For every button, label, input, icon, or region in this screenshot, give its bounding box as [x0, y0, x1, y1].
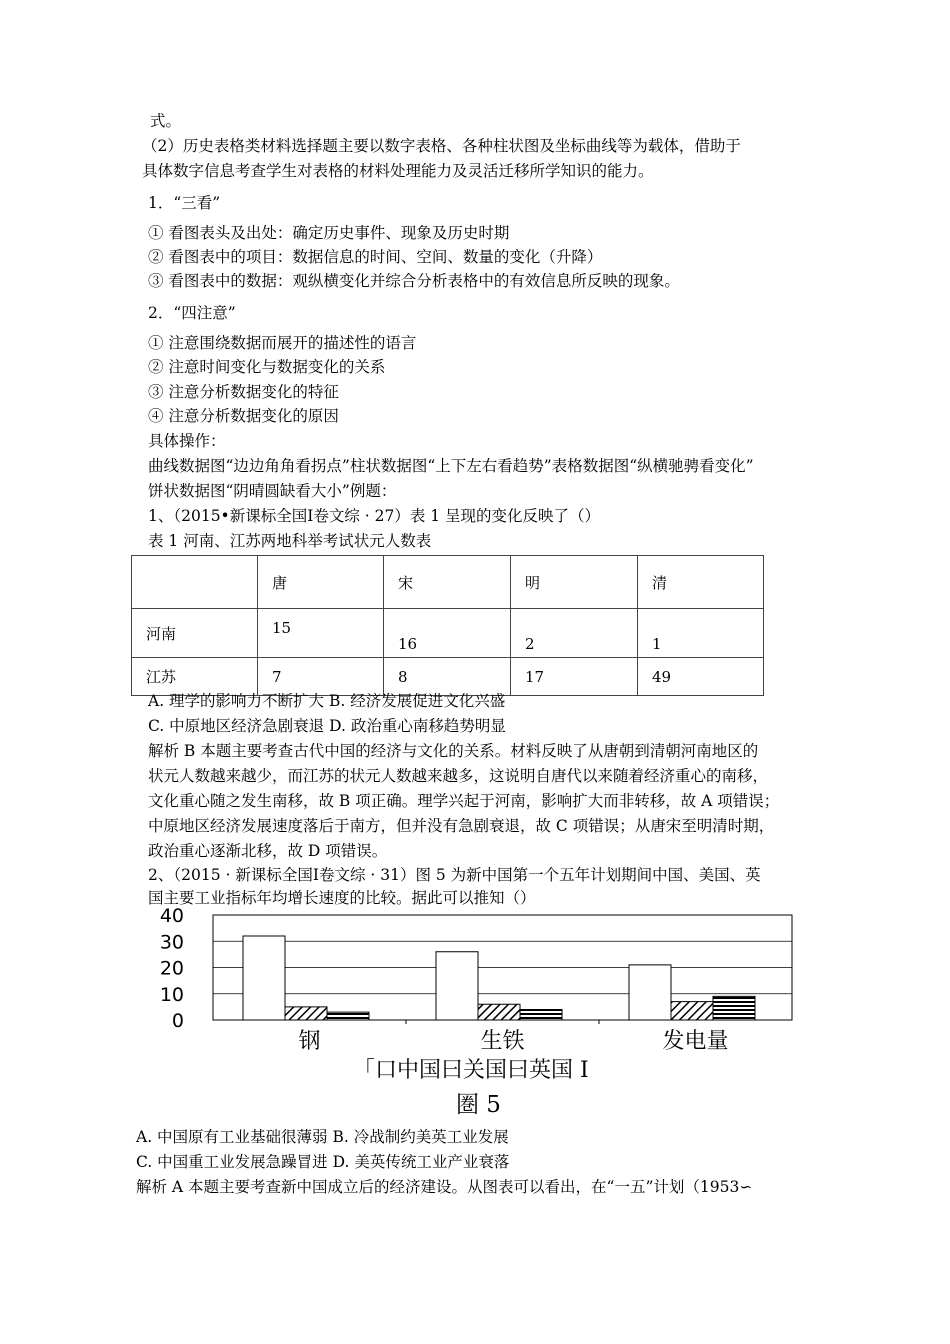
table-header-cell: 明: [511, 556, 638, 609]
text-line-11: ③ 注意分析数据变化的特征: [148, 383, 339, 401]
table-header-cell: 清: [638, 556, 764, 609]
y-tick-label: 10: [159, 983, 184, 1006]
table-header-row: [132, 556, 764, 609]
analysis-line-5: 政治重心逐渐北移，故 D 项错误。: [148, 842, 388, 860]
table-cell: 8: [384, 658, 511, 696]
y-tick-label: 30: [159, 931, 184, 954]
bar-中国-发电量: [629, 965, 671, 1020]
table-caption: 表 1 河南、江苏两地科举考试状元人数表: [148, 532, 432, 550]
analysis-line-4: 中原地区经济发展速度落后于南方，但并没有急剧衰退，故 C 项错误；从唐宋至明清时期，: [148, 817, 775, 835]
table-row: [132, 609, 764, 658]
bar-中国-钢: [243, 936, 285, 1020]
text-line-3: 具体数字信息考查学生对表格的材料处理能力及灵活迁移所学知识的能力。: [142, 162, 654, 180]
question-1-option-cd: C. 中原地区经济急剧衰退 D. 政治重心南移趋势明显: [148, 717, 506, 735]
table-cell: [132, 556, 258, 609]
table-cell: 17: [511, 658, 638, 696]
text-line-14: 曲线数据图“边边角角看拐点”柱状数据图“上下左右看趋势”表格数据图“纵横驰骋看变化”: [148, 457, 754, 475]
data-table: [131, 555, 764, 696]
question-1-stem: 1、（2015•新课标全国Ⅰ卷文综 · 27）表 1 呈现的变化反映了（）: [148, 507, 601, 525]
analysis-line-1: 解析 B 本题主要考查古代中国的经济与文化的关系。材料反映了从唐朝到清朝河南地区的: [148, 742, 759, 760]
bar-英国-发电量: [713, 996, 755, 1020]
text-line-5: ① 看图表头及出处：确定历史事件、现象及历史时期: [148, 224, 510, 242]
text-line-12: ④ 注意分析数据变化的原因: [148, 407, 339, 425]
text-line-2: （2）历史表格类材料选择题主要以数字表格、各种柱状图及坐标曲线等为载体，借助于: [142, 137, 741, 155]
question-2-stem-2: 国主要工业指标年均增长速度的比较。据此可以推知（）: [148, 889, 536, 907]
text-line-9: ① 注意围绕数据而展开的描述性的语言: [148, 334, 417, 352]
bar-英国-钢: [327, 1012, 369, 1020]
category-label: 生铁: [480, 1029, 525, 1053]
question-2-analysis: 解析 A 本题主要考查新中国成立后的经济建设。从图表可以看出，在“一五”计划（1953∽: [136, 1178, 753, 1196]
text-line-7: ③ 看图表中的数据：观纵横变化并综合分析表格中的有效信息所反映的现象。: [148, 272, 680, 290]
text-line-8: 2．“四注意”: [148, 304, 236, 322]
bar-中国-生铁: [436, 952, 478, 1020]
text-line-13: 具体操作：: [148, 432, 226, 450]
bar-英国-生铁: [520, 1010, 562, 1021]
table-cell: 15: [258, 609, 384, 658]
question-1-option-ab: A. 理学的影响力不断扩大 B. 经济发展促进文化兴盛: [148, 692, 506, 710]
analysis-line-2: 状元人数越来越少，而江苏的状元人数越来越多，这说明自唐代以来随着经济重心的南移，: [148, 767, 769, 785]
text-line-4: 1．“三看”: [148, 194, 221, 212]
category-label: 钢: [298, 1029, 321, 1053]
figure-number: 圏 5: [456, 1092, 501, 1118]
table-cell: 1: [638, 609, 764, 658]
text-line-6: ② 看图表中的项目：数据信息的时间、空间、数量的变化（升降）: [148, 248, 603, 266]
table-header-cell: 唐: [258, 556, 384, 609]
bar-美国-钢: [285, 1007, 327, 1020]
chart-legend: 「口中国曰关国曰英国 I: [353, 1058, 589, 1083]
question-2-option-cd: C. 中国重工业发展急躁冒进 D. 美英传统工业产业衰落: [136, 1153, 510, 1171]
bar-美国-生铁: [478, 1004, 520, 1020]
text-line-15: 饼状数据图“阴晴圆缺看大小”例题：: [148, 482, 397, 500]
y-tick-label: 0: [171, 1010, 184, 1032]
question-2-stem-1: 2、（2015 · 新课标全国Ⅰ卷文综 · 31）图 5 为新中国第一个五年计划期间中国、美国、英: [148, 866, 761, 884]
table-cell: 16: [384, 609, 511, 658]
text-line-1: 式。: [150, 112, 182, 130]
table-cell: 江苏: [132, 658, 258, 696]
table-cell: 河南: [132, 609, 258, 658]
table-header-cell: 宋: [384, 556, 511, 609]
question-2-option-ab: A. 中国原有工业基础很薄弱 B. 冷战制约美英工业发展: [136, 1128, 509, 1146]
table-cell: 49: [638, 658, 764, 696]
table-cell: 7: [258, 658, 384, 696]
text-line-10: ② 注意时间变化与数据变化的关系: [148, 358, 386, 376]
bar-美国-发电量: [671, 1002, 713, 1020]
y-tick-label: 40: [159, 905, 184, 927]
bar-chart: [140, 905, 800, 1053]
category-label: 发电量: [662, 1029, 729, 1053]
table-cell: 2: [511, 609, 638, 658]
analysis-line-3: 文化重心随之发生南移，故 B 项正确。理学兴起于河南，影响扩大而非转移，故 A 项错误；: [148, 792, 780, 810]
y-tick-label: 20: [159, 957, 184, 980]
